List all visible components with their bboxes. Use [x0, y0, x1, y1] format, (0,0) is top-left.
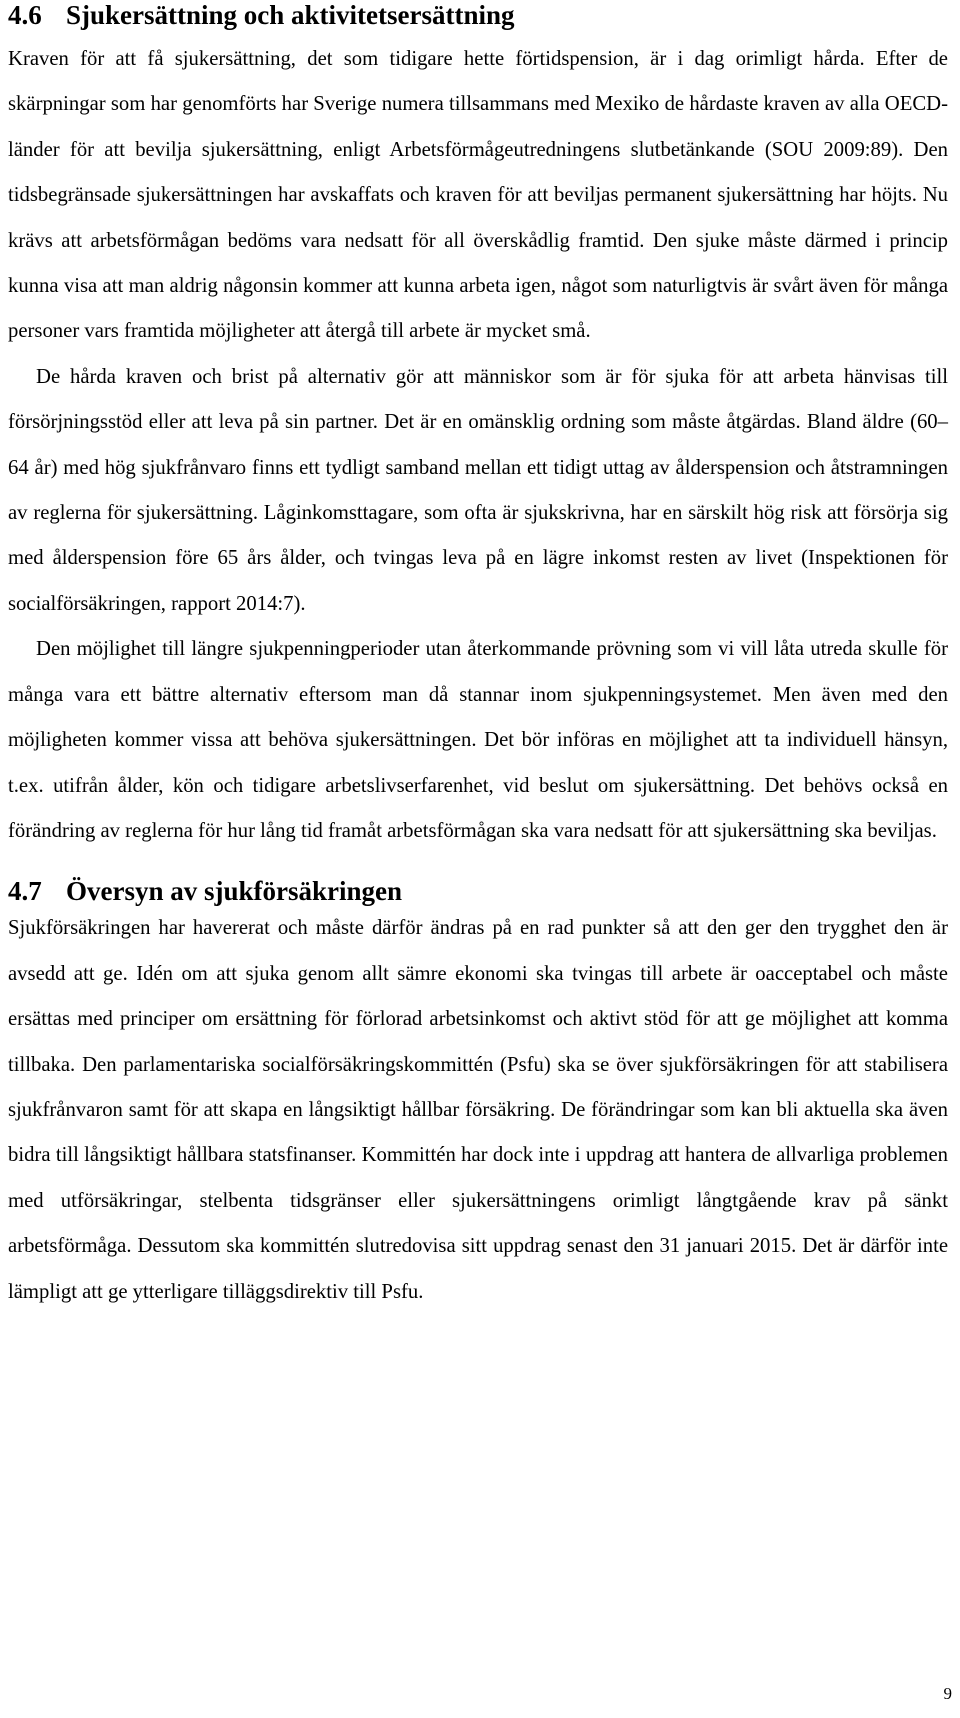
section-heading-4-6 — [8, 0, 948, 30]
section-title: Översyn av sjukförsäkringen — [66, 876, 403, 907]
page-number: 9 — [943, 1684, 952, 1703]
section-number: 4.7 — [8, 876, 42, 907]
document-page — [8, 0, 948, 1315]
paragraph: Den möjlighet till längre sjukpenningperioder utan återkommande prövning som vi vill låta utreda skulle för många vara ett bättre alternativ eftersom man då stannar inom sjukpenningsystemet. Men även med den möjligheten kommer vissa att behöva sjukersättningen. Det bör införas en möjlighet att ta individuell hänsyn, t.ex. utifrån ålder, kön och tidigare arbetslivserfarenhet, vid beslut om sjukersättning. Det behövs också en förändring av reglerna för hur lång tid framåt arbetsförmågan ska vara nedsatt för att sjukersättning ska beviljas. — [8, 638, 948, 842]
section-heading-4-7 — [8, 876, 948, 906]
paragraph: De hårda kraven och brist på alternativ gör att människor som är för sjuka för att arbeta hänvisas till försörjningsstöd eller att leva på sin partner. Det är en omänsklig ordning som måste åtgärdas. Bland äldre (60–64 år) med hög sjukfrånvaro finns ett tydligt samband mellan ett tidigt uttag av ålderspension och åtstramningen av reglerna för sjukersättning. Låginkomsttagare, som ofta är sjukskrivna, har en särskilt hög risk att försörja sig med ålderspension före 65 års ålder, och tvingas leva på en lägre inkomst resten av livet (Inspektionen för socialförsäkringen, rapport 2014:7). — [8, 365, 948, 615]
paragraph: Sjukförsäkringen har havererat och måste därför ändras på en rad punkter så att den ger den trygghet den är avsedd att ge. Idén om att sjuka genom allt sämre ekonomi ska tvingas till arbete är oacceptabel och måste ersättas med principer om ersättning för förlorad arbetsinkomst och aktivt stöd för att ge möjlighet att komma tillbaka. Den parlamentariska socialförsäkringskommittén (Psfu) ska se över sjukförsäkringen för att stabilisera sjukfrånvaron samt för att skapa en långsiktigt hållbar försäkring. De förändringar som kan bli aktuella ska även bidra till långsiktigt hållbara statsfinanser. Kommittén har dock inte i uppdrag att hantera de allvarliga problemen med utförsäkringar, stelbenta tidsgränser eller sjukersättningens orimligt långtgående krav på sänkt arbetsförmåga. Dessutom ska kommittén slutredovisa sitt uppdrag senast den 31 januari 2015. Det är därför inte lämpligt att ge ytterligare tilläggsdirektiv till Psfu. — [8, 917, 948, 1303]
paragraph: Kraven för att få sjukersättning, det som tidigare hette förtidspension, är i dag orimligt hårda. Efter de skärpningar som har genomförts har Sverige numera tillsammans med Mexiko de hårdaste kraven av alla OECD-länder för att bevilja sjukersättning, enligt Arbetsförmågeutredningens slutbetänkande (SOU 2009:89). Den tidsbegränsade sjukersättningen har avskaffats och kraven för att beviljas permanent sjukersättning har höjts. Nu krävs att arbetsförmågan bedöms vara nedsatt för all överskådlig framtid. Den sjuke måste därmed i princip kunna visa att man aldrig någonsin kommer att kunna arbeta igen, något som naturligtvis är svårt även för många personer vars framtida möjligheter att återgå till arbete är mycket små. — [8, 48, 948, 343]
section-number: 4.6 — [8, 0, 42, 30]
section-title: Sjukersättning och aktivitetsersättning — [66, 0, 515, 30]
